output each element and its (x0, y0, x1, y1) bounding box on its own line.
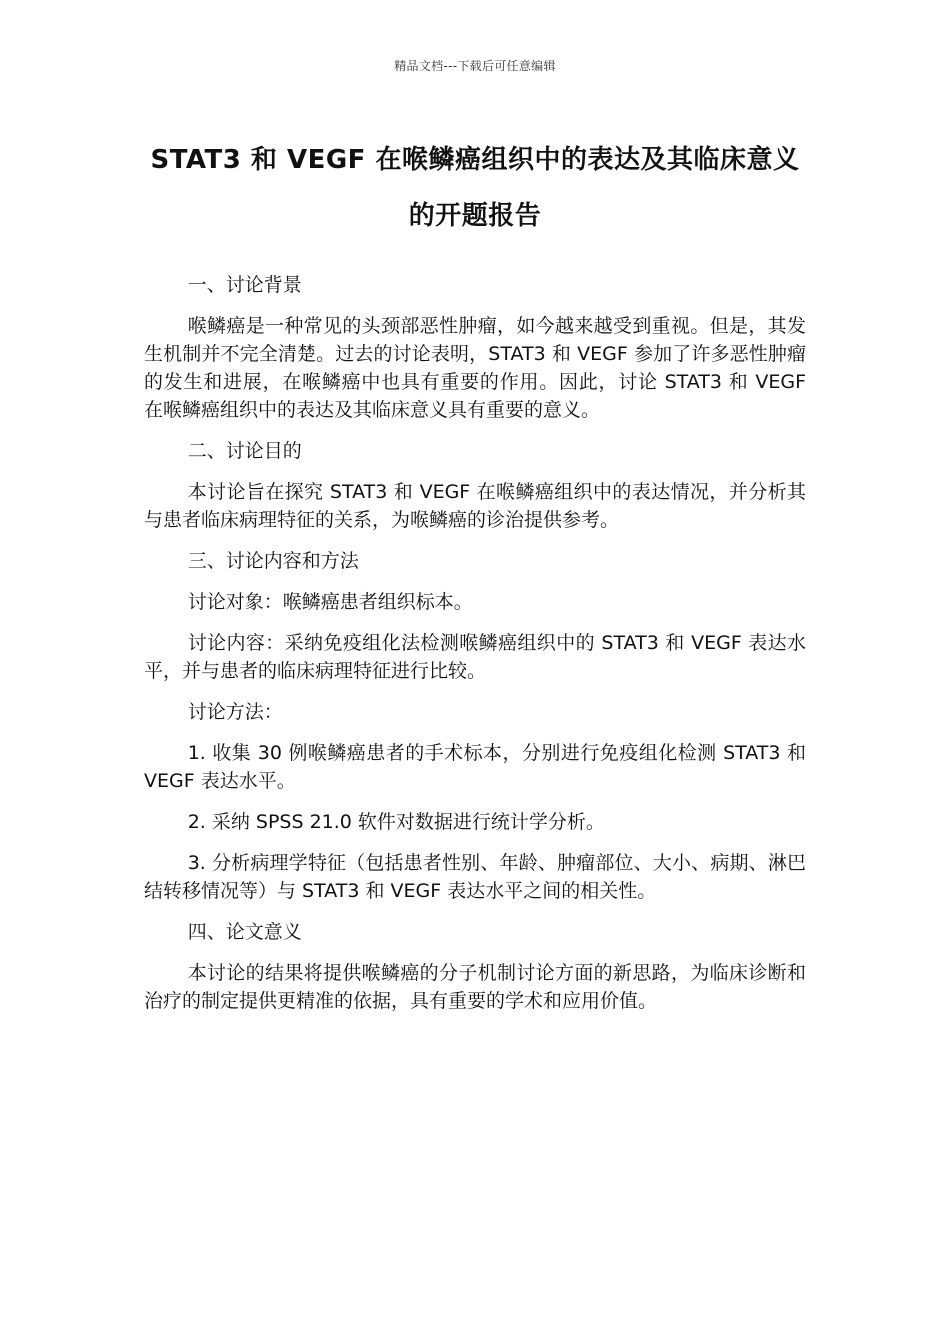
document-body (144, 271, 806, 1028)
section-heading-significance: 四、论文意义 (187, 921, 302, 943)
paragraph-significance: 本讨论的结果将提供喉鳞癌的分子机制讨论方面的新思路，为临床诊断和治疗的制定提供更精准的依据，具有重要的学术和应用价值。 (144, 962, 806, 1012)
section-heading-background: 一、讨论背景 (187, 274, 302, 296)
paragraph-purpose: 本讨论旨在探究 STAT3 和 VEGF 在喉鳞癌组织中的表达情况，并分析其与患者临床病理特征的关系，为喉鳞癌的诊治提供参考。 (144, 481, 806, 531)
list-item-method-3: 3. 分析病理学特征（包括患者性别、年龄、肿瘤部位、大小、病期、淋巴结转移情况等）与 STAT3 和 VEGF 表达水平之间的相关性。 (144, 852, 806, 902)
list-item-method-1: 1. 收集 30 例喉鳞癌患者的手术标本，分别进行免疫组化检测 STAT3 和 VEGF 表达水平。 (144, 742, 806, 792)
paragraph-content: 讨论内容：采纳免疫组化法检测喉鳞癌组织中的 STAT3 和 VEGF 表达水平，并与患者的临床病理特征进行比较。 (144, 632, 806, 682)
paragraph-subjects: 讨论对象：喉鳞癌患者组织标本。 (187, 591, 473, 613)
document-title: STAT3 和 VEGF 在喉鳞癌组织中的表达及其临床意义的开题报告 (150, 145, 800, 231)
section-heading-methods: 三、讨论内容和方法 (187, 550, 359, 572)
list-item-method-2: 2. 采纳 SPSS 21.0 软件对数据进行统计学分析。 (187, 811, 605, 833)
paragraph-background: 喉鳞癌是一种常见的头颈部恶性肿瘤，如今越来越受到重视。但是，其发生机制并不完全清楚。过去的讨论表明，STAT3 和 VEGF 参加了许多恶性肿瘤的发生和进展，在喉鳞癌中也具有重要的作用。因此，讨论 STAT3 和 VEGF 在喉鳞癌组织中的表达及其临床意义具有重要的意义。 (144, 315, 806, 421)
section-heading-purpose: 二、讨论目的 (187, 440, 302, 462)
paragraph-methods-label: 讨论方法： (187, 701, 283, 723)
header-note: 精品文档---下载后可任意编辑 (394, 59, 556, 73)
